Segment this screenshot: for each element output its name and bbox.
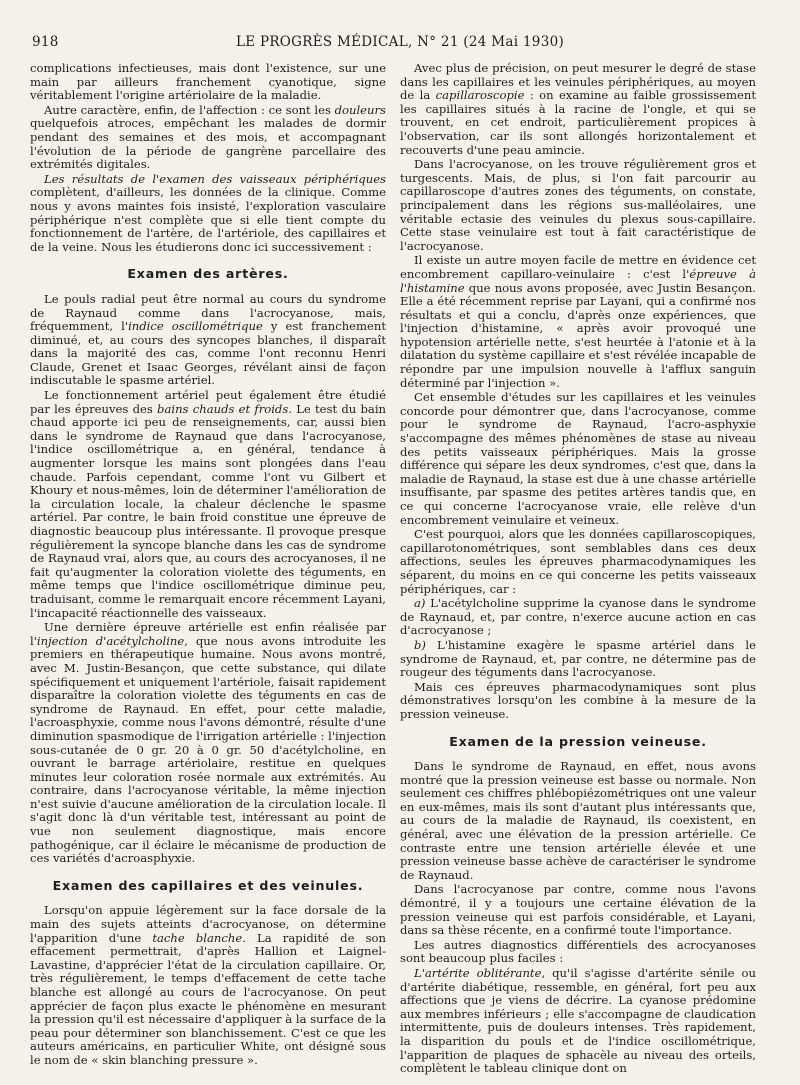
- paragraph: Mais ces épreuves pharmacodynamiques sont plus démonstratives lorsqu'on les combine à la mesure de la pression veineuse.: [400, 679, 756, 721]
- page-number: 918: [32, 34, 59, 50]
- journal-title: LE PROGRÈS MÉDICAL, N° 21 (24 Mai 1930): [235, 34, 565, 50]
- paragraph: Avec plus de précision, on peut mesurer le degré de stase dans les capillaires et les veinules périphériques, au moyen de la capillaroscopie : on examine au faible grossissement les capillaires situés à la racine de l'ongle, et qui se trouvent, en cet endroit, particulièrement propices à l'observation, car ils sont allongés horizontalement et recouverts d'une peau amincie.: [400, 61, 756, 157]
- running-header: [32, 34, 768, 52]
- paragraph: Cet ensemble d'études sur les capillaires et les veinules concorde pour démontrer que, dans l'acrocyanose, comme pour le syndrome de Raynaud, l'acro-asphyxie s'accompagne des mêmes phénomènes de stase au niveau des petits vaisseaux périphériques. Mais la grosse différence qui sépare les deux syndromes, c'est que, dans la maladie de Raynaud, la stase est due à une chasse artérielle insuffisante, par spasme des petites artères tandis que, en ce qui concerne l'acrocyanose vraie, elle relève d'un encombrement veinulaire et veineux.: [400, 390, 756, 527]
- paragraph: Les autres diagnostics différentiels des acrocyanoses sont beaucoup plus faciles :: [400, 937, 756, 966]
- paragraph: Dans le syndrome de Raynaud, en effet, nous avons montré que la pression veineuse est basse ou normale. Non seulement ces chiffres phlébopiézométriques ont une valeur en eux-mêmes, mais ils sont d'autant plus intéressants que, au cours de la maladie de Raynaud, ils coexistent, en général, avec une élévation de la pression artérielle. Ce contraste entre une tension artérielle élevée et une pression veineuse basse achève de caractériser le syndrome de Raynaud.: [400, 759, 756, 882]
- paragraph: Il existe un autre moyen facile de mettre en évidence cet encombrement capillaro-veinulaire : c'est l'épreuve à l'histamine que nous avons proposée, avec Justin Besançon. Elle a été récemment reprise par Layani, qui a confirmé nos résultats et qui a conclu, d'après onze expériences, que l'injection d'histamine, « après avoir provoqué une hypotension artérielle nette, s'est heurtée à l'atonie et à la dilatation du système capillaire et s'est révélée incapable de répondre par une impulsion nouvelle à l'afflux sanguin déterminé par l'injection ».: [400, 253, 756, 390]
- section-heading-pression: Examen de la pression veineuse.: [449, 733, 707, 749]
- paragraph: Le fonctionnement artériel peut également être étudié par les épreuves des bains chauds et froids. Le test du bain chaud apporte ici peu de renseignements, car, aussi bien dans le syndrome de Raynaud que dans l'acrocyanose, l'indice oscillométrique a, en général, tendance à augmenter lorsque les mains sont plongées dans l'eau chaude. Parfois cependant, comme l'ont vu Gilbert et Khoury et nous-mêmes, loin de déterminer l'amélioration de la circulation locale, la chaleur déclenche le spasme artériel. Par contre, le bain froid constitue une épreuve de diagnostic beaucoup plus intéressante. Il provoque presque régulièrement la syncope blanche dans les cas de syndrome de Raynaud vrai, alors que, au cours des acrocyanoses, il ne fait qu'augmenter la coloration violette des téguments, en même temps que l'indice oscillométrique diminue peu, traduisant, comme le remarquait encore récemment Layani, l'incapacité réactionnelle des vaisseaux.: [30, 388, 386, 620]
- paragraph: complications infectieuses, mais dont l'existence, sur une main par ailleurs franchement cyanotique, signe véritablement l'origine artériolaire de la maladie.: [30, 61, 386, 103]
- paragraph: Le pouls radial peut être normal au cours du syndrome de Raynaud comme dans l'acrocyanose, mais, fréquemment, l'indice oscillométrique y est franchement diminué, et, au cours des syncopes blanches, il disparaît dans la majorité des cas, comme l'ont reconnu Henri Claude, Grenet et Isaac Georges, révélant ainsi de façon indiscutable le spasme artériel.: [30, 291, 387, 388]
- paragraph: Dans l'acrocyanose, on les trouve régulièrement gros et turgescents. Mais, de plus, si l'on fait parcourir au capillaroscope d'autres zones des téguments, on constate, principalement dans les régions sus-malléolaires, une véritable ectasie des veinules du plexus sous-capillaire. Cette stase veinulaire est tout à fait caractéristique de l'acrocyanose.: [400, 157, 756, 253]
- paragraph: Dans l'acrocyanose par contre, comme nous l'avons démontré, il y a toujours une certaine élévation de la pression veineuse qui est parfois considérable, et Layani, dans sa thèse récente, en a confirmé toute l'importance.: [400, 882, 756, 938]
- list-item: a) L'acétylcholine supprime la cyanose dans le syndrome de Raynaud, et, par contre, n'exerce aucune action en cas d'acrocyanose ;: [400, 596, 756, 638]
- left-column: [30, 62, 386, 1069]
- section-heading-arteres: Examen des artères.: [127, 266, 289, 282]
- paragraph: C'est pourquoi, alors que les données capillaroscopiques, capillarotonométriques, sont semblables dans ces deux affections, seules les épreuves pharmacodynamiques les séparent, du moins en ce qui concerne les petits vaisseaux périphériques, car :: [400, 527, 756, 596]
- paragraph: Lorsqu'on appuie légèrement sur la face dorsale de la main des sujets atteints d'acrocyanose, on détermine l'apparition d'une tache blanche. La rapidité de son effacement permettrait, d'après Hallion et Laignel-Lavastine, d'apprécier l'état de la circulation capillaire. Or, très régulièrement, le temps d'effacement de cette tache blanche est allongé au cours de l'acrocyanose. On peut apprécier de façon plus exacte le phénomène en mesurant la pression qu'il est nécessaire d'appliquer à la surface de la peau pour déterminer son blanchissement. C'est ce que les auteurs américains, en particulier White, ont désigné sous le nom de « skin blanching pressure ».: [30, 903, 386, 1067]
- list-item: b) L'histamine exagère le spasme artériel dans le syndrome de Raynaud, et, par contre, ne détermine pas de rougeur des téguments dans l'acrocyanose.: [400, 637, 756, 680]
- section-heading-capillaires: Examen des capillaires et des veinules.: [52, 877, 364, 893]
- paragraph: Une dernière épreuve artérielle est enfin réalisée par l'injection d'acétylcholine, que nous avons introduite les premiers en thérapeutique humaine. Nous avons montré, avec M. Justin-Besançon, que cette substance, qui dilate spécifiquement et uniquement l'artériole, faisait rapidement disparaître la coloration violette des téguments en cas de syndrome de Raynaud. En effet, pour cette maladie, l'acroasphyxie, comme nous l'avons démontré, résulte d'une diminution spasmodique de l'irrigation artérielle : l'injection sous-cutanée de 0 gr. 20 à 0 gr. 50 d'acétylcholine, en ouvrant le barrage artériolaire, restitue en quelques minutes leur coloration rosée normale aux extrémités. Au contraire, dans l'acrocyanose véritable, la même injection n'est suivie d'aucune amélioration de la circulation locale. Il s'agit donc là d'un véritable test, intéressant au point de vue non seulement diagnostique, mais encore pathogénique, car il éclaire le mécanisme de production de ces variétés d'acroasphyxie.: [30, 620, 386, 866]
- right-column: [400, 62, 756, 1077]
- paragraph: L'artérite oblitérante, qu'il s'agisse d'artérite sénile ou d'artérite diabétique, ressemble, en général, fort peu aux affections que je viens de décrire. La cyanose prédomine aux membres inférieurs ; elle s'accompagne de claudication intermittente, puis de douleurs intenses. Très rapidement, la disparition du pouls et de l'indice oscillométrique, l'apparition de plaques de sphacèle au niveau des orteils, complètent le tableau clinique dont on: [400, 966, 756, 1076]
- paragraph: Autre caractère, enfin, de l'affection : ce sont les douleurs quelquefois atroces, empêchant les malades de dormir pendant des semaines et des mois, et accompagnant l'évolution de la période de gangrène parcellaire des extrémités digitales.: [30, 102, 386, 172]
- paragraph: Les résultats de l'examen des vaisseaux périphériques complètent, d'ailleurs, les données de la clinique. Comme nous y avons maintes fois insisté, l'exploration vasculaire périphérique n'est complète que si elle tient compte du fonctionnement de l'artère, de l'artériole, des capillaires et de la veine. Nous les étudierons donc ici successivement :: [30, 171, 386, 254]
